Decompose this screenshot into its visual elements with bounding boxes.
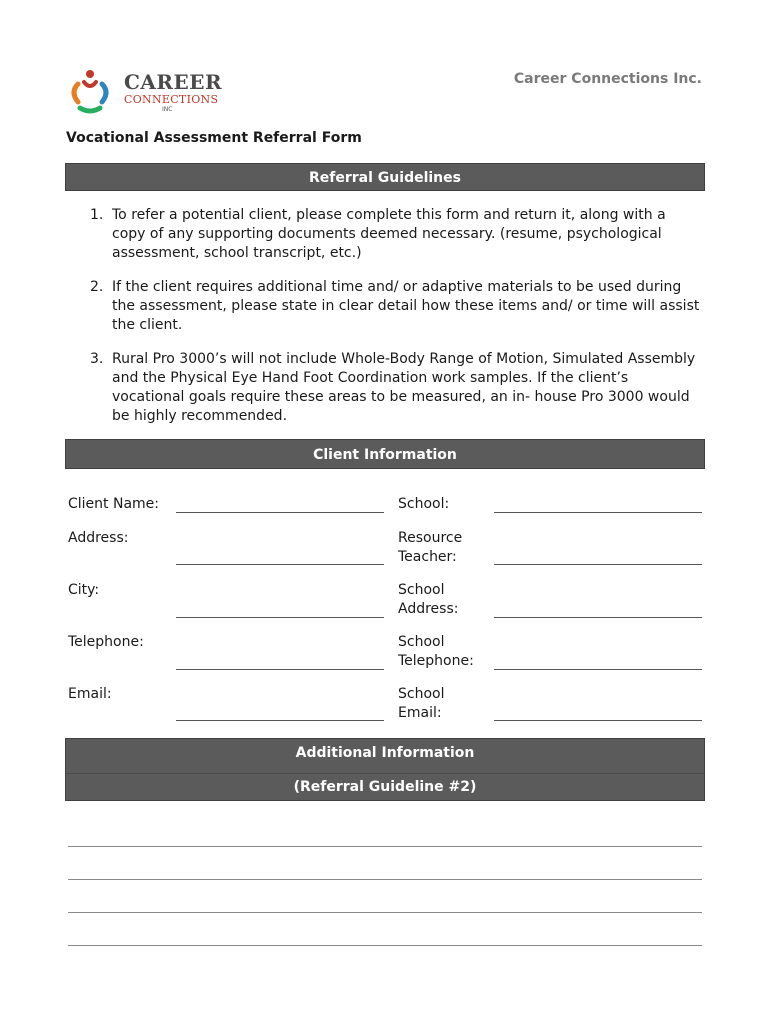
school-label-line1: School: (398, 496, 450, 512)
logo-text-connections: CONNECTIONS (124, 93, 219, 106)
telephone-field[interactable] (176, 669, 384, 670)
header-divider (66, 773, 704, 774)
client-information-header: Client Information (65, 439, 705, 469)
guideline-number: 2. (90, 279, 104, 295)
city-field[interactable] (176, 617, 384, 618)
school-telephone-label-line2: Telephone: (398, 653, 474, 669)
school-address-field[interactable] (494, 617, 702, 618)
school-address-label-line1: School (398, 582, 445, 598)
school-email-label (398, 685, 444, 723)
guideline-item-1 (90, 206, 700, 263)
guidelines-list (90, 206, 700, 441)
city-label: City: (68, 582, 100, 598)
guideline-number: 3. (90, 351, 104, 367)
logo-mark-icon (66, 68, 114, 116)
school-label (398, 495, 449, 514)
telephone-label: Telephone: (68, 634, 144, 650)
guideline-number: 1. (90, 207, 104, 223)
email-field[interactable] (176, 720, 384, 721)
school-address-label-line2: Address: (398, 601, 459, 617)
resource-teacher-label (398, 529, 462, 567)
company-logo (66, 68, 226, 116)
guideline-text: To refer a potential client, please complete this form and return it, along with a copy of any supporting documents deemed necessary. (resume, psychological assessment, school transcript, etc.) (112, 207, 666, 261)
email-label: Email: (68, 686, 112, 702)
guideline-item-2 (90, 278, 700, 335)
additional-info-line-4[interactable] (68, 945, 702, 946)
logo-text-inc: INC (162, 106, 173, 113)
client-name-field[interactable] (176, 512, 384, 513)
school-telephone-field[interactable] (494, 669, 702, 670)
school-email-label-line2: Email: (398, 705, 442, 721)
additional-information-header (65, 738, 705, 801)
guideline-text: Rural Pro 3000’s will not include Whole-Body Range of Motion, Simulated Assembly and the Physical Eye Hand Foot Coordination work samples. If the client’s vocational goals require these areas to be measured, an in- house Pro 3000 would be highly recommended. (112, 351, 696, 424)
additional-information-subtitle: (Referral Guideline #2) (293, 779, 477, 795)
company-name: Career Connections Inc. (513, 71, 702, 87)
referral-guidelines-header: Referral Guidelines (65, 163, 705, 191)
school-email-label-line1: School (398, 686, 445, 702)
address-label: Address: (68, 530, 129, 546)
school-address-label (398, 581, 458, 619)
logo-text-career: CAREER (124, 70, 223, 94)
resource-teacher-label-line1: Resource (398, 530, 463, 546)
additional-info-line-1[interactable] (68, 846, 702, 847)
additional-information-title: Additional Information (295, 745, 475, 761)
school-telephone-label-line1: School (398, 634, 445, 650)
form-title: Vocational Assessment Referral Form (66, 130, 362, 146)
guideline-item-3 (90, 350, 700, 426)
school-email-field[interactable] (494, 720, 702, 721)
additional-info-line-2[interactable] (68, 879, 702, 880)
resource-teacher-label-line2: Teacher: (398, 549, 457, 565)
school-field[interactable] (494, 512, 702, 513)
resource-teacher-field[interactable] (494, 564, 702, 565)
client-name-label: Client Name: (68, 496, 159, 512)
school-telephone-label (398, 633, 474, 671)
address-field[interactable] (176, 564, 384, 565)
guideline-text: If the client requires additional time and/ or adaptive materials to be used during the assessment, please state in clear detail how these items and/ or time will assist the client. (112, 279, 700, 333)
additional-info-line-3[interactable] (68, 912, 702, 913)
